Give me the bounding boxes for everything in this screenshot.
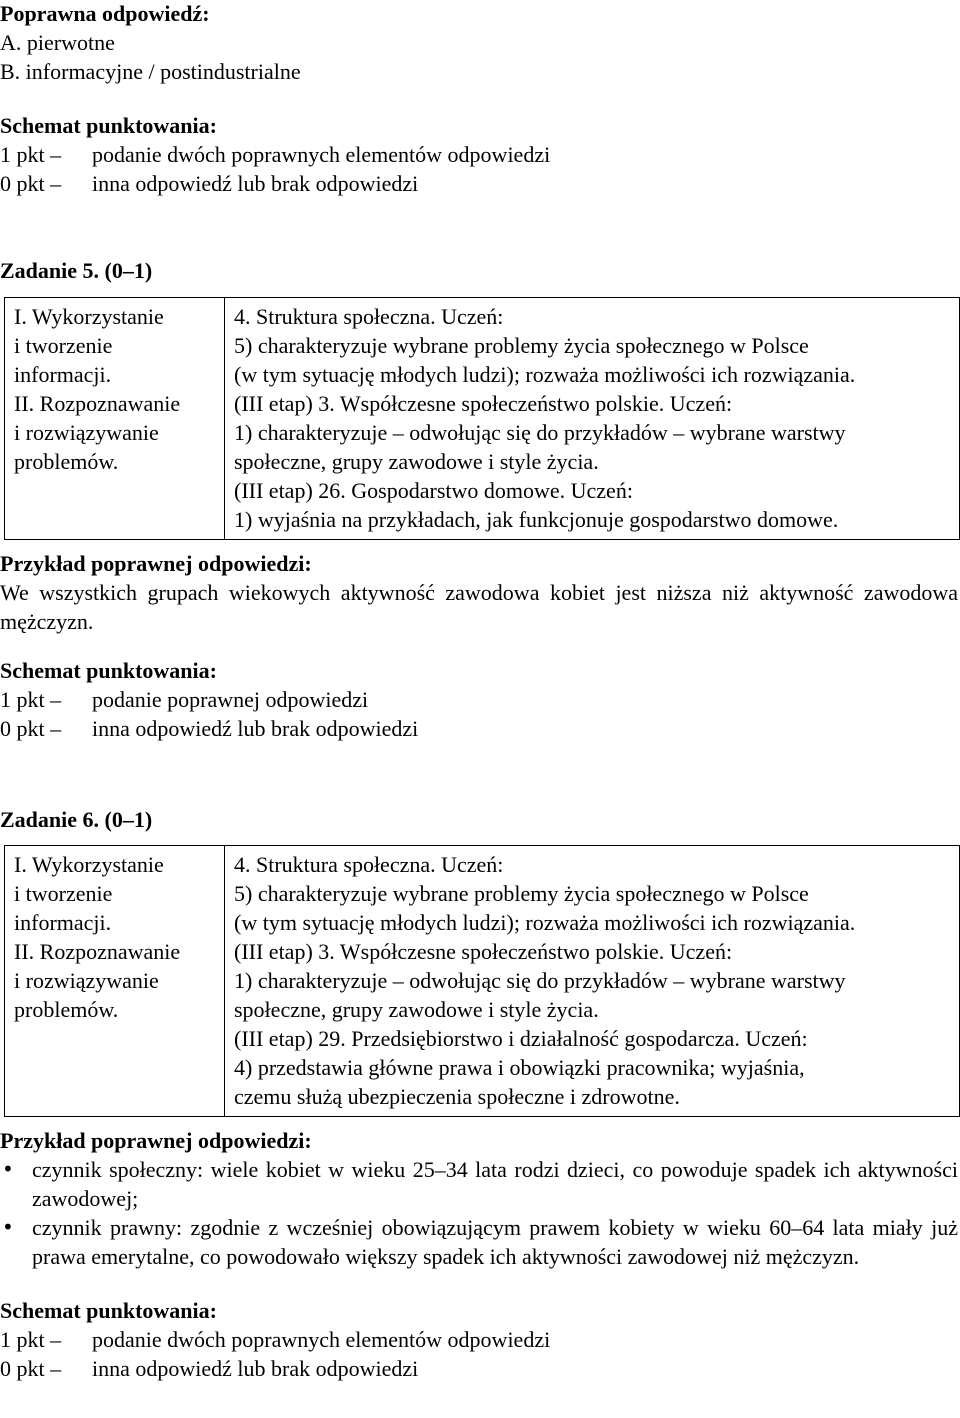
scoring-text: podanie dwóch poprawnych elementów odpowiedzi [92,1327,551,1352]
requirement-line: (III etap) 3. Współczesne społeczeństwo polskie. Uczeń: [234,939,733,964]
example-heading: Przykład poprawnej odpowiedzi: [0,551,312,576]
scoring-heading: Schemat punktowania: [0,113,217,138]
task5-criteria-table [4,297,960,540]
task6-criteria-table [4,845,960,1117]
example-heading: Przykład poprawnej odpowiedzi: [0,1128,312,1153]
scoring-points: 0 pkt – [0,1356,62,1381]
requirement-line [234,418,955,447]
scoring-points: 1 pkt – [0,142,62,167]
scoring-points: 1 pkt – [0,687,62,712]
requirement-line: II. Rozpoznawanie [14,391,181,416]
scoring-text: podanie poprawnej odpowiedzi [92,687,369,712]
task5-requirements-general [5,298,225,540]
requirement-line: i rozwiązywanie [14,968,159,993]
requirement-line: 4. Struktura społeczna. Uczeń: [234,304,504,329]
requirement-line: 4) przedstawia główne prawa i obowiązki pracownika; wyjaśnia, [234,1055,805,1080]
scoring-points: 0 pkt – [0,171,62,196]
requirement-line: I. Wykorzystanie [14,852,164,877]
requirement-line: informacji. [14,362,112,387]
task6-title: Zadanie 6. (0–1) [0,807,153,832]
scoring-row [0,714,958,743]
requirement-line: (III etap) 29. Przedsiębiorstwo i działalność gospodarcza. Uczeń: [234,1026,808,1051]
task6-requirements-detailed [225,846,960,1117]
requirement-line: I. Wykorzystanie [14,304,164,329]
scoring-text: inna odpowiedź lub brak odpowiedzi [92,1356,419,1381]
task6-example [0,1126,958,1383]
requirement-line: społeczne, grupy zawodowe i style życia. [234,997,599,1022]
scoring-text: podanie dwóch poprawnych elementów odpowiedzi [92,142,551,167]
scoring-text: inna odpowiedź lub brak odpowiedzi [92,716,419,741]
scoring-row [0,1354,958,1383]
correct-answer-heading: Poprawna odpowiedź: [0,1,210,26]
requirement-line: II. Rozpoznawanie [14,939,181,964]
requirement-line: (w tym sytuację młodych ludzi); rozważa możliwości ich rozwiązania. [234,910,856,935]
task6-requirements-general [5,846,225,1117]
task5-requirements-detailed [225,298,960,540]
example-bullet-list [0,1155,958,1271]
requirement-line: (III etap) 3. Współczesne społeczeństwo polskie. Uczeń: [234,391,733,416]
scoring-row [0,1325,958,1354]
task5-title: Zadanie 5. (0–1) [0,258,153,283]
example-bullet-item: • czynnik społeczny: wiele kobiet w wieku 25–34 lata rodzi dzieci, co powoduje spadek ich aktywności zawodowej; [0,1155,958,1213]
requirement-line: i rozwiązywanie [14,420,159,445]
requirement-line: 1) wyjaśnia na przykładach, jak funkcjonuje gospodarstwo domowe. [234,507,839,532]
scoring-heading: Schemat punktowania: [0,658,217,683]
scoring-heading: Schemat punktowania: [0,1298,217,1323]
requirement-text: 1) charakteryzuje – odwołując się do przykładów – wybrane warstwy [234,420,846,445]
answer-a: A. pierwotne [0,30,115,55]
scoring-text: inna odpowiedź lub brak odpowiedzi [92,171,419,196]
example-bullet-item: • czynnik prawny: zgodnie z wcześniej obowiązującym prawem kobiety w wieku 60–64 lata miały już prawa emerytalne, co powodowało większy spadek ich aktywności zawodowej niż mężczyzn. [0,1213,958,1271]
scoring-row [0,685,958,714]
requirement-line: 5) charakteryzuje wybrane problemy życia społecznego w Polsce [234,333,809,358]
requirement-line: i tworzenie [14,881,113,906]
scoring-points: 1 pkt – [0,1327,62,1352]
requirement-line: społeczne, grupy zawodowe i style życia. [234,449,599,474]
task5-example [0,549,958,743]
top-section [0,0,955,198]
requirement-line: 5) charakteryzuje wybrane problemy życia społecznego w Polsce [234,881,809,906]
scoring-row [0,169,955,198]
requirement-line: 1) charakteryzuje – odwołując się do przykładów – wybrane warstwy [234,968,846,993]
scoring-points: 0 pkt – [0,716,62,741]
scoring-row [0,140,955,169]
example-text: We wszystkich grupach wiekowych aktywność zawodowa kobiet jest niższa niż aktywność zawodowa mężczyzn. [0,580,958,634]
requirement-line: i tworzenie [14,333,113,358]
requirement-line: 4. Struktura społeczna. Uczeń: [234,852,504,877]
requirement-line: (III etap) 26. Gospodarstwo domowe. Uczeń: [234,478,633,503]
requirement-line: problemów. [14,997,119,1022]
requirement-line: czemu służą ubezpieczenia społeczne i zdrowotne. [234,1084,680,1109]
requirement-line: (w tym sytuację młodych ludzi); rozważa możliwości ich rozwiązania. [234,362,856,387]
requirement-line: problemów. [14,449,119,474]
requirement-line: informacji. [14,910,112,935]
answer-b: B. informacyjne / postindustrialne [0,59,301,84]
